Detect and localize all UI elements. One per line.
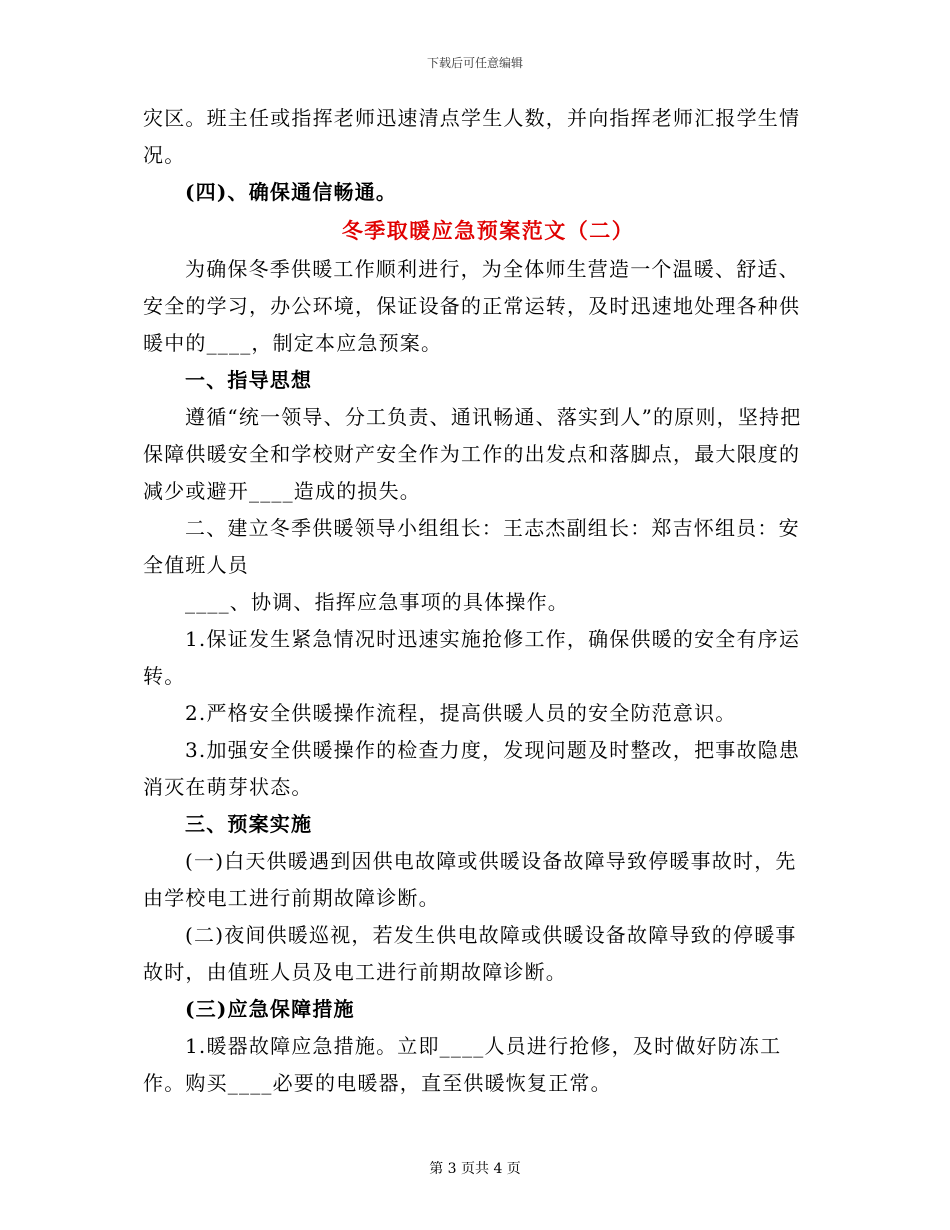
paragraph-heater-failure: 1.暖器故障应急措施。立即____人员进行抢修，及时做好防冻工作。购买____必要的电暖器，直至供暖恢复正常。: [143, 1034, 782, 1095]
heading-guiding-principle: 一、指导思想: [185, 368, 313, 392]
heading-emergency-measures: (三)应急保障措施: [185, 997, 355, 1021]
page-footer: 第 3 页共 4 页: [429, 1161, 521, 1177]
paragraph-leadership-group: 二、建立冬季供暖领导小组组长：王志杰副组长：郑吉怀组员：安全值班人员: [143, 516, 800, 577]
document-body: [143, 100, 813, 1102]
list-item-3: 3.加强安全供暖操作的检查力度，发现问题及时整改，把事故隐患消灭在萌芽状态。: [143, 738, 801, 799]
list-item-1: 1.保证发生紧急情况时迅速实施抢修工作，确保供暖的安全有序运转。: [143, 627, 801, 688]
list-item-2: 2.严格安全供暖操作流程，提高供暖人员的安全防范意识。: [185, 701, 737, 725]
paragraph-disaster-area: 灾区。班主任或指挥老师迅速清点学生人数，并向指挥老师汇报学生情况。: [143, 106, 801, 167]
heading-plan-implementation: 三、预案实施: [185, 812, 313, 836]
heading-communication: (四)、确保通信畅通。: [185, 180, 398, 204]
document-title: 冬季取暖应急预案范文（二）: [341, 218, 635, 243]
paragraph-daytime: (一)白天供暖遇到因供电故障或供暖设备故障导致停暖事故时，先由学校电工进行前期故障诊断。: [143, 849, 797, 910]
paragraph-guiding-principle: 遵循“统一领导、分工负责、通讯畅通、落实到人”的原则，坚持把保障供暖安全和学校财产安全作为工作的出发点和落脚点，最大限度的减少或避开____造成的损失。: [143, 405, 802, 503]
paragraph-intro: 为确保冬季供暖工作顺利进行，为全体师生营造一个温暖、舒适、安全的学习，办公环境，保证设备的正常运转，及时迅速地处理各种供暖中的____，制定本应急预案。: [143, 257, 801, 355]
paragraph-nighttime: (二)夜间供暖巡视，若发生供电故障或供暖设备故障导致的停暖事故时，由值班人员及电工进行前期故障诊断。: [143, 923, 797, 984]
paragraph-coordination: ____、协调、指挥应急事项的具体操作。: [185, 590, 569, 614]
page-header: 下载后可任意编辑: [426, 56, 523, 70]
